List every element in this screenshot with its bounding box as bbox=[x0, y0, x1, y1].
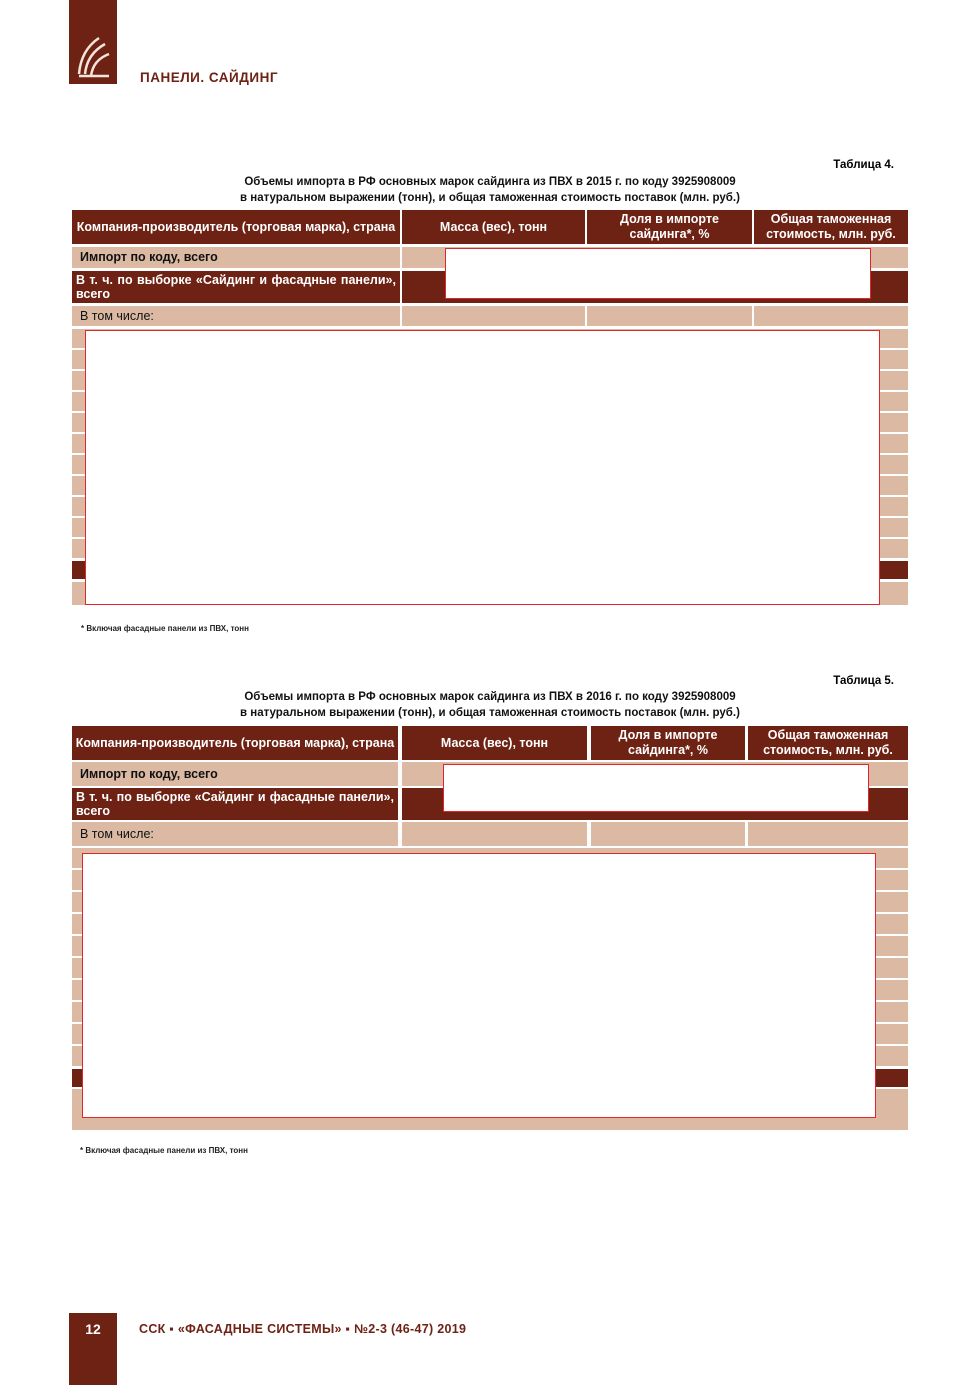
column-header: Общая таможенная стоимость, млн. руб. bbox=[754, 210, 908, 244]
row-cell bbox=[402, 822, 587, 846]
column-header: Общая таможенная стоимость, млн. руб. bbox=[748, 726, 908, 760]
table-number: Таблица 4. bbox=[833, 159, 894, 171]
redaction-box bbox=[443, 764, 869, 812]
title-line: в натуральном выражении (тонн), и общая таможенная стоимость поставок (млн. руб.) bbox=[240, 192, 740, 204]
row-cell bbox=[754, 306, 908, 326]
page-number-block bbox=[69, 1313, 117, 1385]
row-cell bbox=[748, 822, 908, 846]
title-line: Объемы импорта в РФ основных марок сайдинга из ПВХ в 2016 г. по коду 3925908009 bbox=[244, 691, 736, 703]
column-header: Масса (вес), тонн bbox=[402, 210, 585, 244]
logo-block bbox=[69, 0, 117, 84]
footnote: * Включая фасадные панели из ПВХ, тонн bbox=[81, 624, 249, 633]
ssk-logo-icon bbox=[69, 0, 117, 84]
row-cell bbox=[591, 822, 745, 846]
page-number: 12 bbox=[85, 1321, 101, 1337]
redaction-box bbox=[82, 853, 876, 1118]
journal-info: ССК ▪ «ФАСАДНЫЕ СИСТЕМЫ» ▪ №2-3 (46-47) 2019 bbox=[139, 1322, 467, 1336]
row-label: В том числе: bbox=[72, 306, 400, 326]
redaction-box bbox=[85, 330, 880, 605]
row-label: В т. ч. по выборке «Сайдинг и фасадные панели», всего bbox=[72, 788, 398, 820]
redaction-box bbox=[445, 248, 871, 299]
row-cell bbox=[402, 306, 585, 326]
column-header: Доля в импорте сайдинга*, % bbox=[587, 210, 752, 244]
column-header: Компания-производитель (торговая марка), страна bbox=[72, 210, 400, 244]
row-cell bbox=[587, 306, 752, 326]
section-title: ПАНЕЛИ. САЙДИНГ bbox=[140, 70, 278, 85]
table-title bbox=[0, 174, 980, 206]
title-line: в натуральном выражении (тонн), и общая таможенная стоимость поставок (млн. руб.) bbox=[240, 707, 740, 719]
row-label: В т. ч. по выборке «Сайдинг и фасадные панели», всего bbox=[72, 271, 400, 303]
title-line: Объемы импорта в РФ основных марок сайдинга из ПВХ в 2015 г. по коду 3925908009 bbox=[244, 176, 736, 188]
row-label: Импорт по коду, всего bbox=[72, 247, 400, 268]
table-title bbox=[0, 689, 980, 721]
row-label: Импорт по коду, всего bbox=[72, 762, 398, 786]
row-label: В том числе: bbox=[72, 822, 398, 846]
column-header: Доля в импорте сайдинга*, % bbox=[591, 726, 745, 760]
column-header: Масса (вес), тонн bbox=[402, 726, 587, 760]
footnote: * Включая фасадные панели из ПВХ, тонн bbox=[80, 1146, 248, 1155]
table-number: Таблица 5. bbox=[833, 675, 894, 687]
column-header: Компания-производитель (торговая марка), страна bbox=[72, 726, 398, 760]
